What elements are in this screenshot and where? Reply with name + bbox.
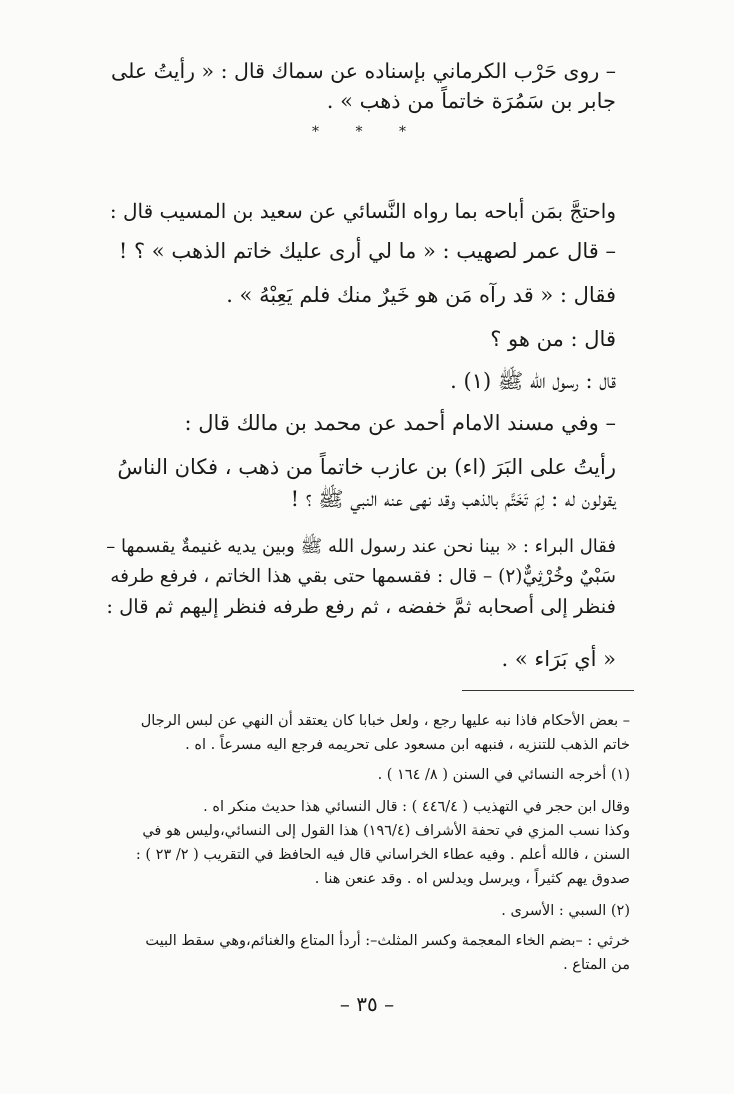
text-line-4: – قال عمر لصهيب : « ما لي أرى عليك خاتم الذهب » ؟ ! [118, 239, 616, 263]
footnote-line-6: السنن ، فالله أعلم . وفيه عطاء الخراساني قال فيه الحافظ في التقريب ( ٢/ ٢٣ ) : [135, 847, 630, 863]
text-line-2: جابر بن سَمُرَة خاتماً من ذهب » . [326, 89, 616, 113]
footnote-divider [462, 690, 634, 691]
text-line-1: – روى حَرْب الكرماني بإسناده عن سماك قال : « رأيتُ على [110, 59, 616, 83]
text-line-10: يقولون له : لِمَ تَخَتَّم بالذهب وقد نهى عنه النبي ﷺ ؟ ! [290, 487, 616, 511]
text-line-14: « أي بَرَاء » . [501, 647, 616, 671]
footnote-line-7: صدوق يهم كثيراً ، ويرسل ويدلس اه . وقد عنعن هنا . [314, 871, 630, 887]
text-line-13: فنظر إلى أصحابه ثمَّ خفضه ، ثم رفع طرفه فنظر إليهم ثم قال : [106, 595, 616, 618]
text-line-8: – وفي مسند الامام أحمد عن محمد بن مالك قال : [184, 411, 616, 435]
footnote-line-2: خاتم الذهب للتنزيه ، فنبهه ابن مسعود على تحريمه فرجع اليه مسرعاً . اه . [185, 737, 630, 753]
footnote-line-3: (١) أخرجه النسائي في السنن ( ٨/ ١٦٤ ) . [377, 767, 630, 783]
text-line-5: فقال : « قد رآه مَن هو خَيرٌ منك فلم يَعِبْهُ » . [226, 283, 616, 307]
text-line-9: رأيتُ على البَرَ (اء) بن عازب خاتماً من ذهب ، فكان الناسُ [117, 455, 616, 479]
text-line-11: فقال البراء : « بينا نحن عند رسول الله ﷺ وبين يديه غنيمةٌ يقسمها – [106, 536, 616, 557]
text-line-7: قال : رسول الله ﷺ (١) . [450, 369, 616, 393]
footnote-line-4: وقال ابن حجر في التهذيب ( ٤٤٦/٤ ) : قال النسائي هذا حديث منكر اه . [203, 799, 630, 815]
text-line-6: قال : من هو ؟ [490, 327, 616, 351]
footnote-line-8: (٢) السبي : الأسرى . [501, 903, 630, 919]
section-separator: * * * [312, 124, 422, 140]
text-line-12: سَبْيٌ وخُرْثِيٌّ(٢) – قال : فقسمها حتى بقي هذا الخاتم ، فرفع طرفه [110, 566, 616, 587]
footnote-line-10: من المتاع . [563, 957, 630, 973]
footnote-line-5: وكذا نسب المزي في تحفة الأشراف (١٩٦/٤) هذا القول إلى النسائي،وليس هو في [142, 823, 630, 839]
footnote-line-9: خرثي : –بضم الخاء المعجمة وكسر المثلث–: أردأ المتاع والغنائم،وهي سقط البيت [145, 933, 630, 949]
footnote-line-1: – بعض الأحكام فاذا نبه عليها رجع ، ولعل خبابا كان يعتقد أن النهي عن لبس الرجال [140, 713, 630, 729]
page-number: – ٣٥ – [339, 992, 395, 1016]
text-line-3: واحتجَّ بمَن أباحه بما رواه النَّسائي عن سعيد بن المسيب قال : [109, 199, 616, 223]
